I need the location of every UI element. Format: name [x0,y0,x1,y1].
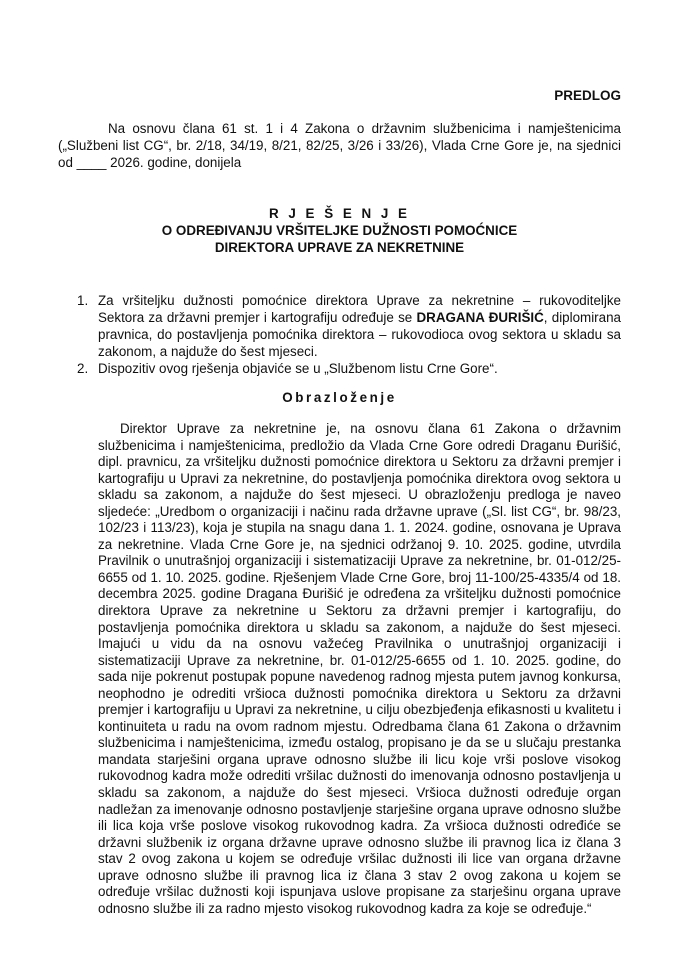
appointee-name: DRAGANA ĐURIŠIĆ [416,310,544,325]
title-line-3: DIREKTORA UPRAVE ZA NEKRETNINE [214,240,465,255]
document-label: PREDLOG [554,88,621,103]
item-text-before: Za vršiteljku dužnosti pomoćnice direktora Uprave za nekretnine – rukovoditeljke Sektora za državni premjer i kartografiju određuje se [98,293,621,325]
reasoning-paragraph: Direktor Uprave za nekretnine je, na osnovu člana 61 Zakona o državnim službenicima i namještenicima, predložio da Vlada Crne Gore odredi Draganu Đurišić, dipl. pravnicu, za vršiteljku dužnosti pomoćnice direktora u Sektoru za državni premjer i kartografiju u Upravi za nekretnine, do postavljenja pomoćnika direktora ovog sektora u skladu sa zakonom, a najduže do šest mjeseci. U obrazloženju predloga je naveo sljedeće: „Uredbom o organizaciji i načinu rada državne uprave („Sl. list CG“, br. 98/23, 102/23 i 113/23), koja je stupila na snagu dana 1. 1. 2024. godine, osnovana je Uprava za nekretnine. Vlada Crne Gore je, na sjednici održanoj 9. 10. 2025. godine, utvrdila Pravilnik o unutrašnjoj organizaciji i sistematizaciji Uprave za nekretnine, br. 01-012/25-6655 od 1. 10. 2025. godine. Rješenjem Vlade Crne Gore, broj 11-100/25-4335/4 od 18. decembra 2025. godine Dragana Đurišić je određena za vršiteljku dužnosti pomoćnice direktora Uprave za nekretnine u Sektoru za državni premjer i kartografiju, do postavljenja pomoćnika direktora u skladu sa zakonom, a najduže do šest mjeseci. Imajući u vidu da na osnovu važećeg Pravilnika o unutrašnjoj organizaciji i sistematizaciji Uprave za nekretnine, br. 01-012/25-6655 od 1. 10. 2025. godine, do sada nije pokrenut postupak popune navedenog radnog mjesta putem javnog konkursa, neophodno je odrediti vršioca dužnosti pomoćnika direktora u Sektoru za državni premjer i kartografiju u Upravi za nekretnine, u cilju obezbjeđenja efikasnosti u kvalitetu i kontinuiteta u radu na ovom radnom mjestu. Odredbama člana 61 Zakona o državnim službenicima i namještenicima, između ostalog, propisano je da se u slučaju prestanka mandata starješini organa uprave odnosno službe ili licu koje vrši poslove visokog rukovodnog kadra može odrediti vršilac dužnosti do imenovanja odnosno postavljenja u skladu sa zakonom, a najduže do šest mjeseci. Vršioca dužnosti određuje organ nadležan za imenovanje odnosno postavljenje starješine organa uprave odnosno službe ili lica koja vrše poslove visokog rukovodnog kadra. Za vršioca dužnosti određiće se državni službenik iz organa državne uprave odnosno službe ili pravnog lica iz člana 3 stav 2 ovog zakona u kojem se određuje vršilac dužnosti ili lice van organa državne uprave odnosno službe ili pravnog lica iz člana 3 stav 2 ovog zakona u kojem se određuje vršilac dužnosti koji ispunjava uslove propisane za starješinu organa uprave odnosno službe ili za radno mjesto visokog rukovodnog kadra za koje se određuje.“ [98,421,621,916]
intro-paragraph: Na osnovu člana 61 st. 1 i 4 Zakona o državnim službenicima i namještenicima („Službeni list CG“, br. 2/18, 34/19, 8/21, 82/25, 3/26 i 33/26), Vlada Crne Gore je, na sjednici od ____ 2026. godine, donijela [58,121,621,170]
item-number: 2. [77,361,89,376]
title-line-1: R J E Š E N J E [268,206,410,221]
decision-items [58,292,621,377]
item-number: 1. [77,293,89,308]
item-text: Dispozitiv ovog rješenja objaviće se u „Službenom listu Crne Gore“. [98,361,498,376]
item-text-after: , diplomirana pravnica, do postavljenja pomoćnika direktora – rukovodioca ovog sektora u skladu sa zakonom, a najduže do šest mjeseci. [98,310,621,359]
decision-title [58,205,621,256]
reasoning-heading: Obrazloženje [282,390,397,405]
title-line-2: O ODREĐIVANJU VRŠITELJKE DUŽNOSTI POMOĆNICE [161,223,518,238]
list-item [58,360,621,377]
list-item [58,292,621,360]
